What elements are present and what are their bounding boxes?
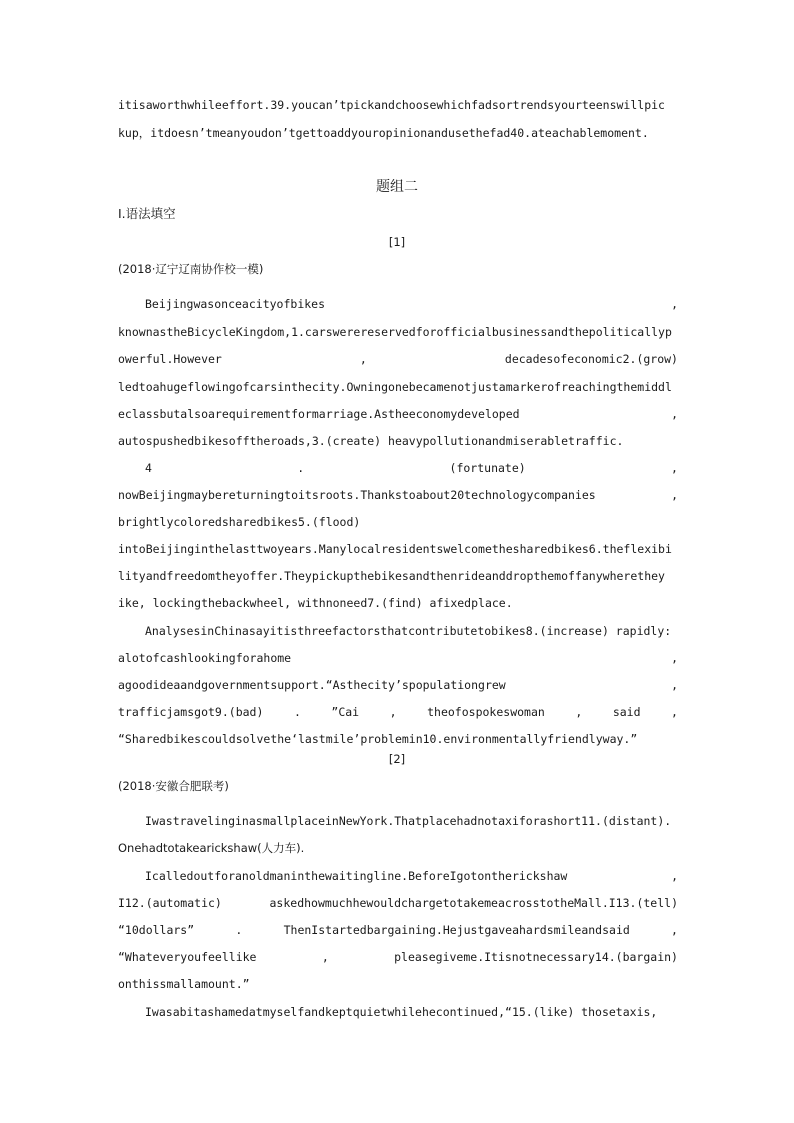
passage-2-text-segment: Iwasabitashamedatmyselfandkeptquietwhilehecontinued,“15.(like) thosetaxis, [145,1005,658,1019]
passage-2-text-segment: , [671,923,678,937]
passage-1-text-segment: , [671,297,678,311]
passage-1-text-segment: . [293,705,301,719]
passage-1-text-segment: ledtoahugeflowingofcarsinthecity.Owningonebecamenotjustamarkerofreachingthemiddl [118,380,672,394]
passage-1-text-segment: eclassbutalsoarequirementformarriage.Astheeconomydeveloped [118,407,520,421]
passage-2-text-segment: IwastravelinginasmallplaceinNewYork.Thatplacehadnotaxiforashort11.(distant). [145,814,672,828]
passage-1-text-segment: , [671,461,678,475]
passage-1-line [118,731,678,747]
group-title: 题组二 [376,179,418,195]
passage-1-text-segment: knownastheBicycleKingdom,1.carswerereservedforofficialbusinessandthepoliticallyp [118,325,672,339]
passage-1-text-segment: , [359,352,367,366]
passage-1-text-segment: “Sharedbikescouldsolvethe‘lastmile’problemin10.environmentallyfriendlyway.” [118,732,638,746]
passage-1-text-segment: , [671,678,678,692]
passage-1-text-segment: theofospokeswoman [427,705,545,719]
passage-1-text-segment: Beijingwasonceacityofbikes [145,297,326,311]
passage-1-text-segment: intoBeijinginthelasttwoyears.Manylocalresidentswelcomethesharedbikes6.theflexibi [118,542,672,556]
passage-2-text-segment: “Whateveryoufeellike [118,950,257,964]
passage-1-line [118,650,678,666]
passage-1-line [118,379,678,395]
passage-1-text-segment: said [612,705,641,719]
passage-2-text-segment: onthissmallamount.” [118,977,250,991]
passage-2-source: (2018·安徽合肥联考) [118,779,229,793]
passage-1-line [118,568,678,584]
passage-1-text-segment: brightlycoloredsharedbikes5.(flood) [118,515,361,529]
passage-2-marker: [2] [388,752,406,766]
passage-1-text-segment: 4 [145,461,152,475]
passage-1-line [145,460,678,476]
passage-2-line [145,868,678,884]
passage-1-text-segment: . [297,461,305,475]
passage-2-text-segment: , [671,869,678,883]
previous-answer-line-2: kup，itdoesn’tmeanyoudon’tgettoaddyouropinionandusethefad40.ateachablemoment. [118,126,649,140]
passage-1-text-segment: , [389,705,397,719]
passage-1-line [145,623,678,639]
passage-1-text-segment: AnalysesinChinasayitisthreefactorsthatcontributetobikes8.(increase) rapidly: [145,624,672,638]
passage-2-line [118,895,678,911]
passage-2-line [118,976,678,992]
passage-1-text-segment: autospushedbikesofftheroads,3.(create) heavypollutionandmiserabletraffic. [118,434,624,448]
passage-1-text-segment: , [671,705,678,719]
passage-1-line [118,406,678,422]
passage-2-text-segment: “10dollars” [118,923,195,937]
passage-1-text-segment: , [575,705,583,719]
passage-1-text-segment: ike, lockingthebackwheel, withnoneed7.(find) afixedplace. [118,596,513,610]
passage-1-text-segment: nowBeijingmaybereturningtoitsroots.Thankstoabout20technologycompanies [118,488,596,502]
passage-1-text-segment: (fortunate) [449,461,526,475]
passage-2-text-segment: Onehadtotakearickshaw(人力车). [118,841,305,855]
passage-1-line [118,677,678,693]
passage-1-text-segment: agoodideaandgovernmentsupport.“Asthecity’spopulationgrew [118,678,506,692]
passage-1-text-segment: , [671,407,678,421]
passage-2-line [118,949,678,965]
passage-2-text-segment: I12.(automatic) [118,896,222,910]
passage-2-text-segment: Icalledoutforanoldmaninthewaitingline.BeforeIgotontherickshaw [145,869,568,883]
passage-2-line [118,922,678,938]
passage-1-text-segment: , [671,651,678,665]
passage-2-line [145,1004,678,1020]
passage-2-line [145,813,678,829]
passage-1-text-segment: trafficjamsgot9.(bad) [118,705,264,719]
passage-2-line [118,840,678,856]
passage-1-line [145,296,678,312]
passage-1-line [118,704,678,720]
passage-1-line [118,324,678,340]
passage-2-text-segment: askedhowmuchhewouldchargetotakemeacrosstotheMall.I13.(tell) [269,896,678,910]
passage-1-text-segment: owerful.However [118,352,222,366]
passage-2-text-segment: . [235,923,243,937]
passage-1-text-segment: alotofcashlookingforahome [118,651,292,665]
passage-1-text-segment: decadesofeconomic2.(grow) [504,352,678,366]
passage-1-source: (2018·辽宁辽南协作校一模) [118,262,264,276]
passage-1-text-segment: , [671,488,678,502]
passage-1-marker: [1] [388,235,406,249]
passage-1-line [118,595,678,611]
passage-1-line [118,351,678,367]
passage-2-text-segment: ThenIstartedbargaining.Hejustgaveahardsmileandsaid [283,923,630,937]
passage-1-line [118,514,678,530]
passage-2-text-segment: , [321,950,329,964]
previous-answer-line-1: itisaworthwhileeffort.39.youcan’tpickandchoosewhichfadsortrendsyourteenswillpic [118,98,665,112]
passage-2-text-segment: pleasegiveme.Itisnotnecessary14.(bargain) [394,950,678,964]
passage-1-text-segment: ”Cai [331,705,360,719]
section-title: Ⅰ.语法填空 [118,206,176,221]
passage-1-line [118,541,678,557]
passage-1-line [118,433,678,449]
passage-1-line [118,487,678,503]
passage-1-text-segment: lityandfreedomtheyoffer.Theypickupthebikesandthenrideanddropthemoffanywherethey [118,569,665,583]
